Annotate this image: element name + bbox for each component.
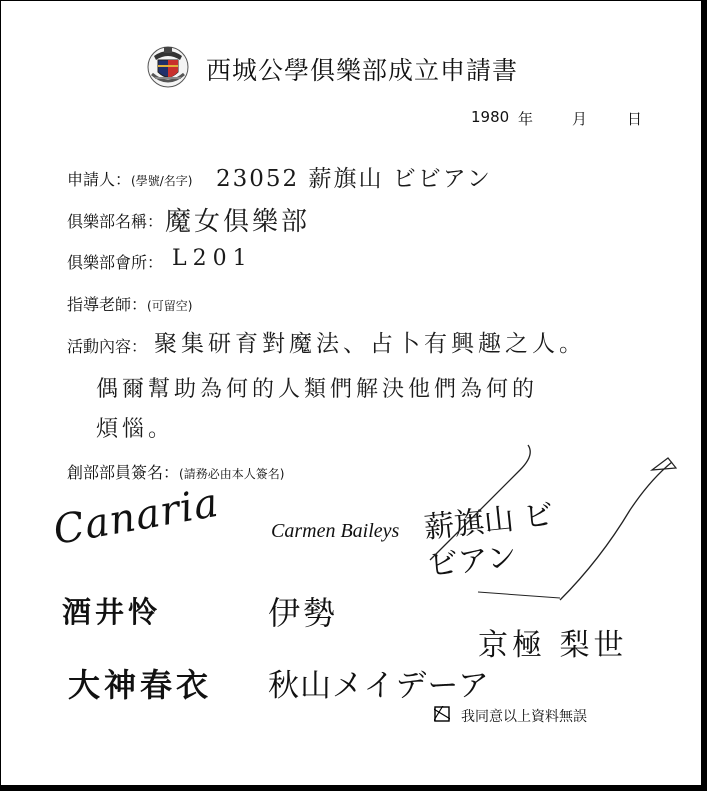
advisor-hint: (可留空)	[147, 299, 193, 313]
applicant-hint: (學號/名字)	[131, 174, 193, 188]
activity-line-2: 偶爾幫助為何的人類們解決他們為何的	[96, 377, 539, 402]
date-year: 1980	[471, 108, 510, 126]
club-room-value: L201	[172, 246, 253, 271]
agreement-checkbox[interactable]	[434, 706, 450, 722]
signature-kyogoku-rise: 京極 梨世	[478, 628, 628, 663]
agreement-label: 我同意以上資料無誤	[461, 709, 587, 725]
activity-line-3: 煩惱。	[96, 417, 175, 442]
signature-akiyama-meideia: 秋山メイデーア	[268, 668, 490, 704]
signature-ise: 伊勢	[268, 594, 339, 632]
signature-vivian: 薪旗山 ビビアン	[422, 497, 556, 584]
date-day-unit: 日	[627, 110, 643, 128]
signature-carmen-baileys: Carmen Baileys	[271, 520, 400, 542]
signature-canaria: Canaria	[50, 479, 223, 554]
activity-line-1: 聚集研育對魔法、占卜有興趣之人。	[154, 331, 586, 357]
signatures-hint: (請務必由本人簽名)	[179, 467, 285, 481]
applicant-value: 23052 薪旗山 ビビアン	[216, 166, 492, 192]
club-room-label: 俱樂部會所：	[67, 253, 164, 272]
applicant-label: 申請人：(學號/名字)	[67, 170, 193, 189]
signature-ogami-harue: 大神春衣	[68, 666, 213, 704]
form-title: 西城公學俱樂部成立申請書	[206, 56, 519, 85]
club-name-label: 俱樂部名稱：	[67, 212, 164, 231]
date-month-unit: 月	[572, 110, 588, 128]
date-year-unit: 年	[518, 110, 534, 128]
signatures-label: 創部部員簽名：(請務必由本人簽名)	[67, 463, 285, 482]
club-name-value: 魔女俱樂部	[165, 207, 311, 237]
activity-label: 活動內容：	[67, 337, 148, 356]
advisor-label: 指導老師：(可留空)	[67, 295, 193, 314]
signature-sakai-rei: 酒井怜	[62, 595, 162, 629]
